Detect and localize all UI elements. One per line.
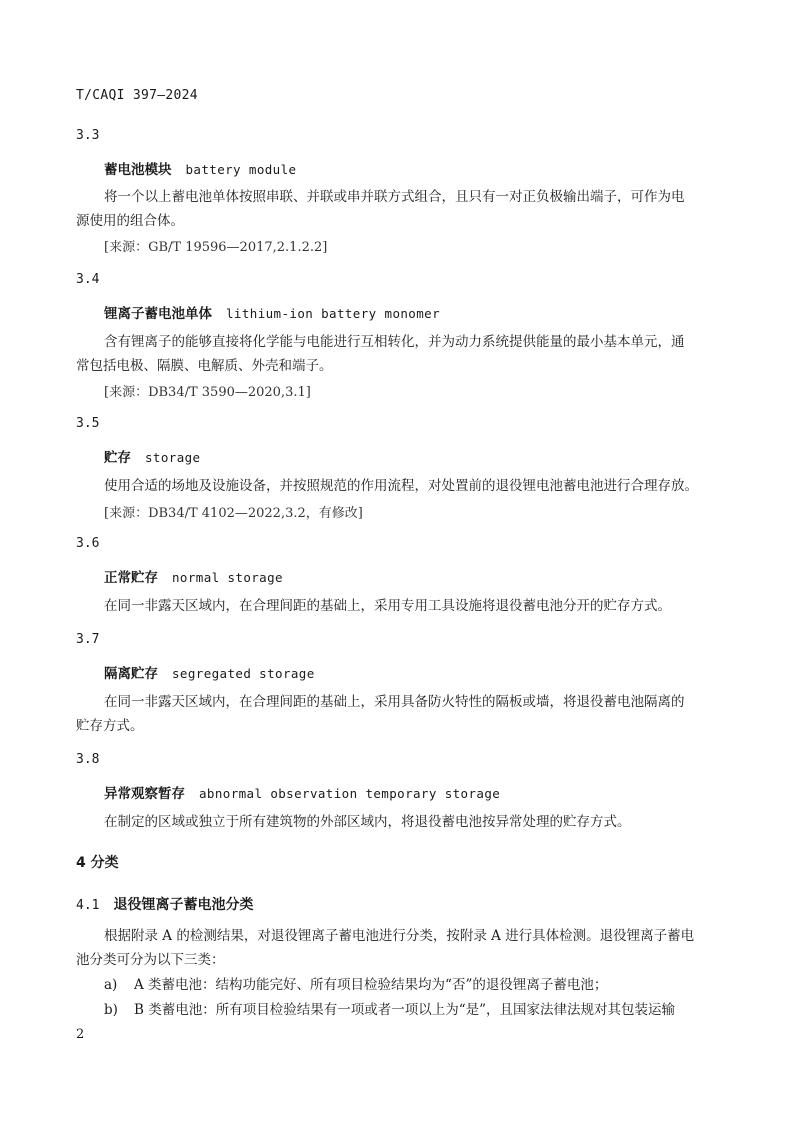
document-code: T/CAQI 397—2024 xyxy=(76,88,198,103)
clause-number: 3.5 xyxy=(76,416,100,431)
subsection-number: 4.1 xyxy=(76,898,100,913)
clause-number: 3.7 xyxy=(76,632,100,647)
term-english: segregated storage xyxy=(172,666,315,681)
list-item: A 类蓄电池：结构功能完好、所有项目检验结果均为“否”的退役锂离子蓄电池； xyxy=(134,977,608,993)
clause-number: 3.6 xyxy=(76,536,100,551)
source-reference: [来源：DB34/T 3590—2020,3.1] xyxy=(104,385,311,400)
definition-line: 含有锂离子的能够直接将化学能与电能进行互相转化，并为动力系统提供能量的最小基本单元，通 xyxy=(104,334,685,350)
subsection-heading xyxy=(76,894,253,914)
list-item-label: a) xyxy=(104,977,118,993)
definition-line: 在同一非露天区域内，在合理间距的基础上，采用具备防火特性的隔板或墙，将退役蓄电池隔离的 xyxy=(104,694,685,710)
term-chinese: 异常观察暂存 xyxy=(104,786,185,802)
definition-line: 源使用的组合体。 xyxy=(76,213,184,229)
page-number: 2 xyxy=(76,1027,85,1042)
term-heading xyxy=(104,446,200,466)
term-english: storage xyxy=(145,450,201,465)
clause-number: 3.3 xyxy=(76,128,100,143)
term-english: lithium-ion battery monomer xyxy=(226,306,440,321)
term-chinese: 蓄电池模块 xyxy=(104,162,172,178)
section-heading: 4 分类 xyxy=(76,855,119,871)
source-reference: [来源：DB34/T 4102—2022,3.2，有修改] xyxy=(104,506,363,521)
paragraph-line: 池分类可分为以下三类： xyxy=(76,952,225,968)
definition-line: 常包括电极、隔膜、电解质、外壳和端子。 xyxy=(76,358,333,374)
clause-number: 3.8 xyxy=(76,752,100,767)
term-heading xyxy=(104,302,440,322)
term-heading xyxy=(104,782,500,802)
definition-line: 贮存方式。 xyxy=(76,718,144,734)
clause-number: 3.4 xyxy=(76,272,100,287)
definition-line: 将一个以上蓄电池单体按照串联、并联或串并联方式组合，且只有一对正负极输出端子，可作为电 xyxy=(104,189,685,205)
paragraph-line: 根据附录 A 的检测结果，对退役锂离子蓄电池进行分类，按附录 A 进行具体检测。退役锂离子蓄电 xyxy=(104,928,695,944)
term-chinese: 隔离贮存 xyxy=(104,666,158,682)
subsection-title: 退役锂离子蓄电池分类 xyxy=(113,897,254,913)
term-chinese: 正常贮存 xyxy=(104,570,158,586)
term-chinese: 锂离子蓄电池单体 xyxy=(104,306,212,322)
source-reference: [来源：GB/T 19596—2017,2.1.2.2] xyxy=(104,240,328,255)
term-english: battery module xyxy=(185,162,297,177)
term-english: abnormal observation temporary storage xyxy=(199,786,501,801)
definition-line: 在同一非露天区域内，在合理间距的基础上，采用专用工具设施将退役蓄电池分开的贮存方式。 xyxy=(104,598,671,614)
definition-line: 使用合适的场地及设施设备，并按照规范的作用流程，对处置前的退役锂电池蓄电池进行合理存放。 xyxy=(104,478,698,494)
list-item-label: b) xyxy=(104,1002,118,1018)
term-english: normal storage xyxy=(172,570,283,585)
term-heading xyxy=(104,662,315,682)
definition-line: 在制定的区域或独立于所有建筑物的外部区域内，将退役蓄电池按异常处理的贮存方式。 xyxy=(104,814,631,830)
term-chinese: 贮存 xyxy=(104,450,131,466)
list-item: B 类蓄电池：所有项目检验结果有一项或者一项以上为“是”，且国家法律法规对其包装运输 xyxy=(134,1002,676,1018)
term-heading xyxy=(104,158,296,178)
term-heading xyxy=(104,566,283,586)
